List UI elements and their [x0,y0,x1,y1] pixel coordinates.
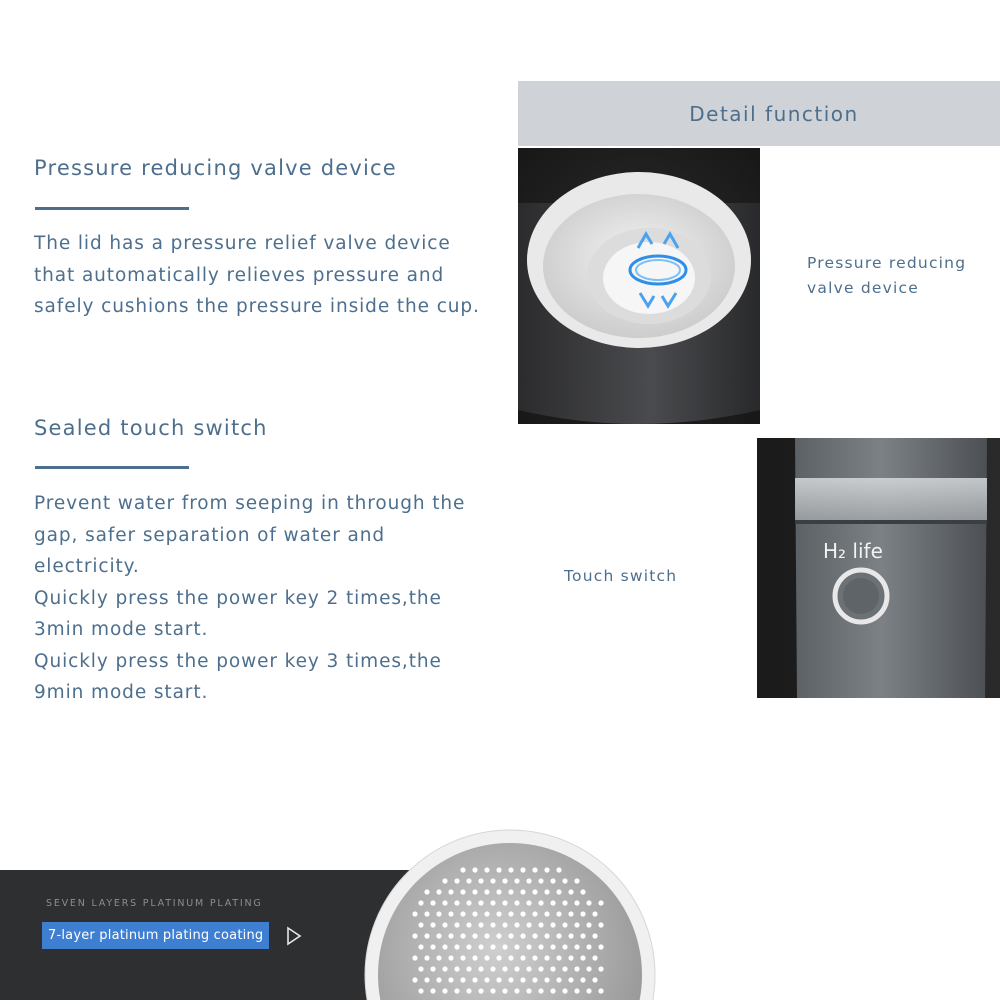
perforation-hole [556,933,561,938]
perforation-hole [562,878,567,883]
perforation-hole [532,977,537,982]
perforation-hole [418,944,423,949]
perforation-hole [574,988,579,993]
perforation-hole [520,955,525,960]
section-heading-valve: Pressure reducing valve device [34,156,397,180]
perforation-hole [526,900,531,905]
perforation-hole [592,977,597,982]
perforation-hole [586,966,591,971]
perforation-hole [460,955,465,960]
perforation-hole [580,889,585,894]
perforation-hole [442,900,447,905]
perforation-hole [478,944,483,949]
switch-caption: Touch switch [564,567,678,585]
perforation-hole [520,911,525,916]
perforation-hole [478,922,483,927]
description-line: that automatically relieves pressure and [34,264,445,286]
perforation-hole [586,944,591,949]
perforation-hole [436,889,441,894]
valve-description [34,228,480,323]
perforation-hole [478,878,483,883]
perforation-hole [496,977,501,982]
description-line: safely cushions the pressure inside the cup. [34,296,480,317]
platinum-plating-label: 7-layer platinum plating coating [42,922,269,949]
perforation-hole [592,955,597,960]
perforation-hole [520,933,525,938]
perforation-hole [412,955,417,960]
description-line: Quickly press the power key 2 times,the [34,587,442,609]
perforation-hole [466,900,471,905]
perforation-hole [490,878,495,883]
perforation-hole [454,944,459,949]
perforation-hole [484,911,489,916]
perforation-hole [436,977,441,982]
description-line: 9min mode start. [34,682,209,703]
detail-function-header [518,81,1000,146]
perforation-hole [532,955,537,960]
perforation-hole [460,867,465,872]
perforation-hole [454,878,459,883]
perforation-hole [568,977,573,982]
perforation-hole [586,900,591,905]
perforation-hole [460,889,465,894]
perforation-hole [574,878,579,883]
perforation-hole [508,889,513,894]
perforation-hole [418,922,423,927]
perforation-hole [550,922,555,927]
perforation-hole [526,878,531,883]
perforation-hole [550,966,555,971]
perforation-hole [436,933,441,938]
perforation-hole [484,955,489,960]
perforation-hole [472,911,477,916]
perforation-hole [424,955,429,960]
description-line: 3min mode start. [34,619,209,640]
perforation-hole [412,977,417,982]
perforation-hole [496,889,501,894]
perforation-hole [580,955,585,960]
perforation-hole [502,988,507,993]
perforation-hole [556,911,561,916]
perforation-hole [556,889,561,894]
perforation-hole [538,988,543,993]
perforation-hole [502,966,507,971]
perforation-hole [436,955,441,960]
perforation-hole [562,944,567,949]
perforation-hole [532,889,537,894]
device-logo: H₂ life [823,539,883,563]
perforation-hole [514,988,519,993]
perforation-hole [442,922,447,927]
perforation-hole [460,977,465,982]
perforation-hole [466,922,471,927]
perforation-hole [544,955,549,960]
perforation-hole [526,966,531,971]
perforation-hole [556,955,561,960]
perforation-hole [520,867,525,872]
perforation-hole [520,889,525,894]
perforation-hole [514,878,519,883]
perforation-hole [508,955,513,960]
perforation-hole [538,878,543,883]
perforation-hole [424,889,429,894]
perforation-hole [430,922,435,927]
perforation-hole [448,977,453,982]
perforation-hole [484,889,489,894]
perforation-hole [466,944,471,949]
perforation-hole [442,878,447,883]
perforation-hole [442,944,447,949]
perforation-hole [574,944,579,949]
perforation-hole [562,922,567,927]
valve-caption [807,251,966,301]
perforation-hole [490,900,495,905]
perforation-hole [568,911,573,916]
perforation-hole [490,944,495,949]
perforation-hole [496,911,501,916]
perforation-hole [484,977,489,982]
perforation-hole [562,900,567,905]
perforation-hole [448,911,453,916]
perforation-hole [484,933,489,938]
detail-function-title: Detail function [689,101,859,126]
perforation-hole [520,977,525,982]
perforation-hole [424,933,429,938]
perforation-hole [454,988,459,993]
perforation-hole [508,911,513,916]
perforation-hole [466,988,471,993]
perforation-hole [532,933,537,938]
perforation-hole [490,988,495,993]
caption-line: Pressure reducing [807,254,967,272]
perforation-hole [550,900,555,905]
lid-photo [518,148,760,424]
perforation-hole [472,889,477,894]
perforation-hole [568,933,573,938]
perforation-hole [472,933,477,938]
perforation-hole [496,933,501,938]
perforation-hole [472,867,477,872]
switch-description [34,488,465,709]
perforation-hole [490,922,495,927]
description-line: Quickly press the power key 3 times,the [34,650,442,672]
perforation-hole [598,944,603,949]
perforation-hole [532,911,537,916]
perforation-hole [598,966,603,971]
description-line: Prevent water from seeping in through the [34,493,466,514]
perforation-hole [580,911,585,916]
perforation-hole [508,977,513,982]
perforation-hole [514,966,519,971]
play-icon[interactable] [284,926,304,946]
perforation-hole [442,966,447,971]
perforation-hole [448,889,453,894]
perforation-hole [448,933,453,938]
perforation-hole [598,900,603,905]
perforation-hole [424,911,429,916]
perforation-hole [592,911,597,916]
perforation-hole [544,911,549,916]
perforation-hole [490,966,495,971]
section-heading-switch: Sealed touch switch [34,416,268,440]
perforation-hole [538,900,543,905]
touch-switch-photo [757,438,1000,698]
perforation-hole [478,900,483,905]
perforation-hole [454,900,459,905]
description-line: The lid has a pressure relief valve device [34,233,451,254]
perforation-hole [412,933,417,938]
perforation-hole [532,867,537,872]
perforation-hole [514,922,519,927]
perforation-hole [502,922,507,927]
perforation-hole [508,867,513,872]
perforation-hole [526,988,531,993]
perforation-hole [598,988,603,993]
perforation-hole [568,955,573,960]
heading-underline [35,207,189,210]
perforation-hole [502,900,507,905]
perforation-hole [526,944,531,949]
perforation-hole [538,966,543,971]
perforation-hole [472,977,477,982]
perforation-hole [574,966,579,971]
perforation-hole [514,944,519,949]
perforation-hole [574,922,579,927]
perforation-hole [598,922,603,927]
perforation-hole [496,867,501,872]
perforation-hole [448,955,453,960]
perforation-hole [580,933,585,938]
perforation-hole [574,900,579,905]
perforation-hole [430,988,435,993]
perforation-hole [418,966,423,971]
perforation-hole [550,944,555,949]
perforation-hole [418,988,423,993]
description-line: gap, safer separation of water and [34,524,386,546]
perforation-hole [580,977,585,982]
heading-underline [35,466,189,469]
perforation-hole [484,867,489,872]
description-line: electricity. [34,556,140,577]
caption-line: valve device [807,279,919,297]
perforation-hole [424,977,429,982]
perforation-hole [460,911,465,916]
perforation-hole [544,889,549,894]
perforation-hole [472,955,477,960]
perforation-hole [466,966,471,971]
perforation-hole [430,966,435,971]
perforation-hole [454,966,459,971]
perforation-hole [562,966,567,971]
perforation-hole [538,944,543,949]
perforation-hole [556,977,561,982]
perforation-hole [460,933,465,938]
perforation-hole [496,955,501,960]
perforation-hole [436,911,441,916]
perforation-hole [418,900,423,905]
perforation-hole [454,922,459,927]
perforation-hole [544,933,549,938]
perforation-hole [556,867,561,872]
perforation-hole [514,900,519,905]
perforation-hole [592,933,597,938]
perforation-hole [412,911,417,916]
perforation-hole [502,944,507,949]
perforation-hole [478,966,483,971]
perforation-hole [508,933,513,938]
perforation-hole [526,922,531,927]
perforation-hole [544,977,549,982]
perforation-hole [586,922,591,927]
perforation-hole [550,878,555,883]
perforation-hole [538,922,543,927]
perforation-hole [568,889,573,894]
perforation-hole [430,900,435,905]
perforation-hole [544,867,549,872]
perforation-hole [466,878,471,883]
filter-disk [355,800,675,1000]
perforation-hole [562,988,567,993]
perforation-hole [430,944,435,949]
perforation-hole [502,878,507,883]
perforation-hole [442,988,447,993]
perforation-hole [478,988,483,993]
seven-layers-overline: SEVEN LAYERS PLATINUM PLATING [46,898,263,909]
perforation-hole [586,988,591,993]
perforation-hole [550,988,555,993]
